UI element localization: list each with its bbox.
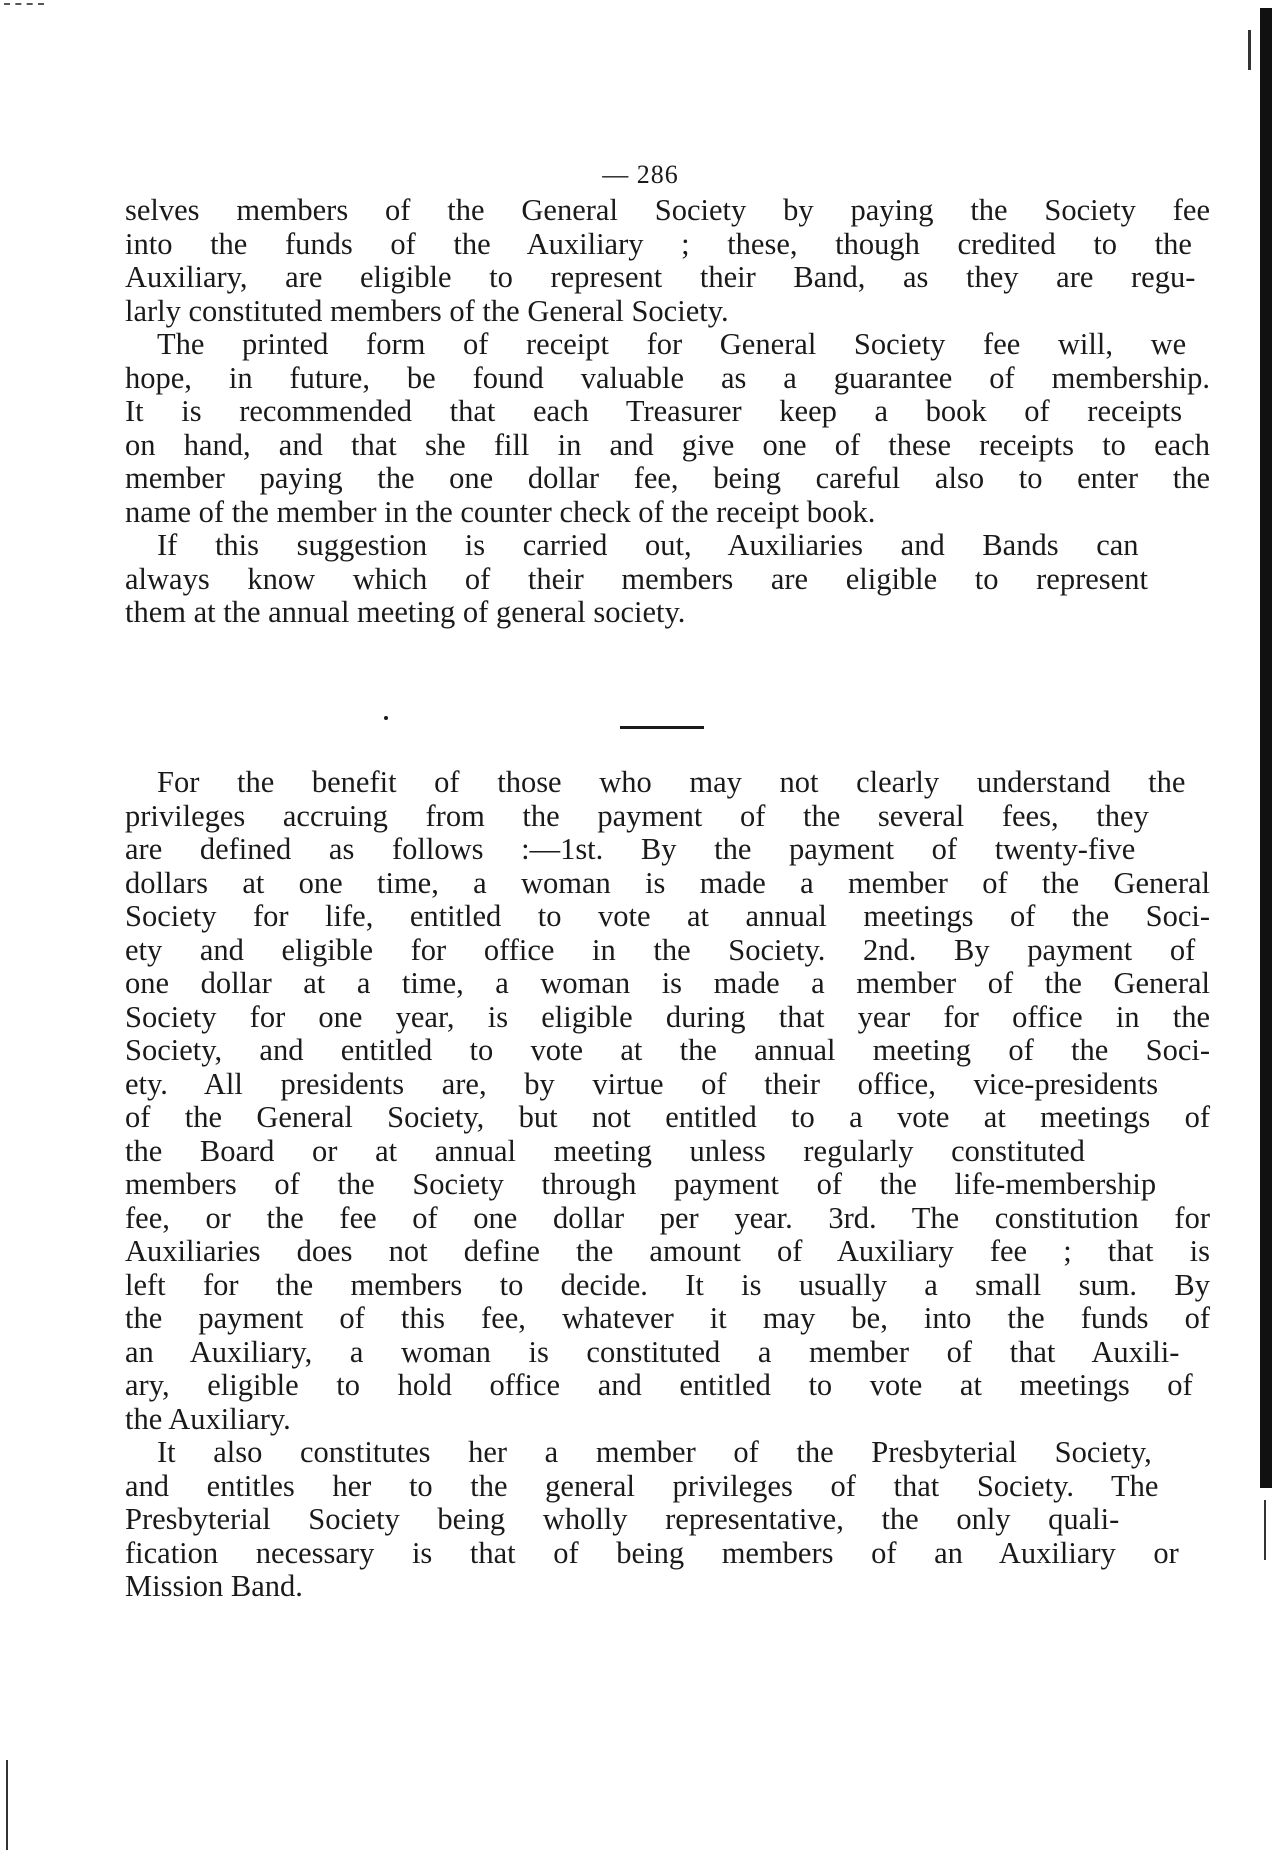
text-line: of the General Society, but not entitled to a vote at meetings of: [125, 1100, 1210, 1134]
binding-shadow: [1260, 8, 1272, 1488]
text-line: ary, eligible to hold office and entitled to vote at meetings of: [125, 1368, 1193, 1402]
text-line: the payment of this fee, whatever it may be, into the funds of: [125, 1301, 1210, 1335]
text-line: left for the members to decide. It is usually a small sum. By: [125, 1267, 1210, 1302]
text-line: Society, and entitled to vote at the annual meeting of the Soci-: [125, 1033, 1210, 1067]
paragraph: [125, 529, 1210, 630]
text-line: It is recommended that each Treasurer keep a book of receipts: [125, 394, 1183, 428]
paragraph: [125, 194, 1210, 328]
text-line: member paying the one dollar fee, being careful also to enter the: [125, 461, 1210, 495]
section-divider: [620, 726, 704, 729]
edge-speck: [1264, 1500, 1266, 1560]
edge-speck: [1248, 30, 1251, 70]
text-line: larly constituted members of the General Society.: [125, 293, 729, 328]
bottom-text-block: [125, 766, 1210, 1604]
text-line: Society for life, entitled to vote at annual meetings of the Soci-: [125, 899, 1210, 933]
paragraph: [125, 1436, 1210, 1604]
text-line: ety. All presidents are, by virtue of their office, vice-presidents: [125, 1066, 1159, 1101]
text-line: ety and eligible for office in the Society. 2nd. By payment of: [125, 932, 1196, 967]
text-line: them at the annual meeting of general society.: [125, 595, 686, 629]
text-line: Presbyterial Society being wholly representative, the only quali-: [125, 1502, 1120, 1536]
text-line: name of the member in the counter check of the receipt book.: [125, 494, 876, 529]
text-line: It also constitutes her a member of the Presbyterial Society,: [157, 1435, 1152, 1469]
text-line: on hand, and that she fill in and give one of these receipts to each: [125, 427, 1210, 462]
text-line: into the funds of the Auxiliary ; these, though credited to the: [125, 226, 1192, 261]
paragraph: [125, 766, 1210, 1436]
page-number: — 286: [602, 160, 679, 189]
text-line: fee, or the fee of one dollar per year. 3rd. The constitution for: [125, 1200, 1210, 1235]
text-line: selves members of the General Society by paying the Society fee: [125, 193, 1210, 227]
text-line: Auxiliaries does not define the amount of Auxiliary fee ; that is: [125, 1234, 1210, 1268]
text-line: dollars at one time, a woman is made a member of the General: [125, 865, 1210, 900]
text-line: The printed form of receipt for General Society fee will, we: [157, 327, 1187, 361]
text-line: fication necessary is that of being members of an Auxiliary or: [125, 1535, 1179, 1570]
text-line: Auxiliary, are eligible to represent their Band, as they are regu-: [125, 260, 1196, 294]
scan-edge-mark: [4, 3, 44, 5]
paragraph: [125, 328, 1210, 529]
text-line: always know which of their members are eligible to represent: [125, 561, 1148, 596]
text-line: For the benefit of those who may not clearly understand the: [157, 765, 1186, 799]
text-line: one dollar at a time, a woman is made a member of the General: [125, 966, 1210, 1000]
edge-speck: [6, 1760, 8, 1850]
text-line: hope, in future, be found valuable as a guarantee of membership.: [125, 360, 1210, 395]
text-line: and entitles her to the general privileges of that Society. The: [125, 1468, 1159, 1503]
text-line: If this suggestion is carried out, Auxiliaries and Bands can: [157, 528, 1139, 562]
text-line: Mission Band.: [125, 1569, 303, 1603]
text-line: the Board or at annual meeting unless regularly constituted: [125, 1133, 1085, 1168]
text-line: the Auxiliary.: [125, 1401, 291, 1436]
text-line: an Auxiliary, a woman is constituted a member of that Auxili-: [125, 1334, 1180, 1369]
stray-dot: [384, 716, 388, 720]
text-line: are defined as follows :—1st. By the payment of twenty-five: [125, 832, 1136, 866]
text-line: privileges accruing from the payment of the several fees, they: [125, 798, 1149, 833]
text-line: members of the Society through payment of the life-membership: [125, 1167, 1157, 1201]
text-line: Society for one year, is eligible during that year for office in the: [125, 999, 1210, 1034]
top-text-block: [125, 194, 1210, 630]
